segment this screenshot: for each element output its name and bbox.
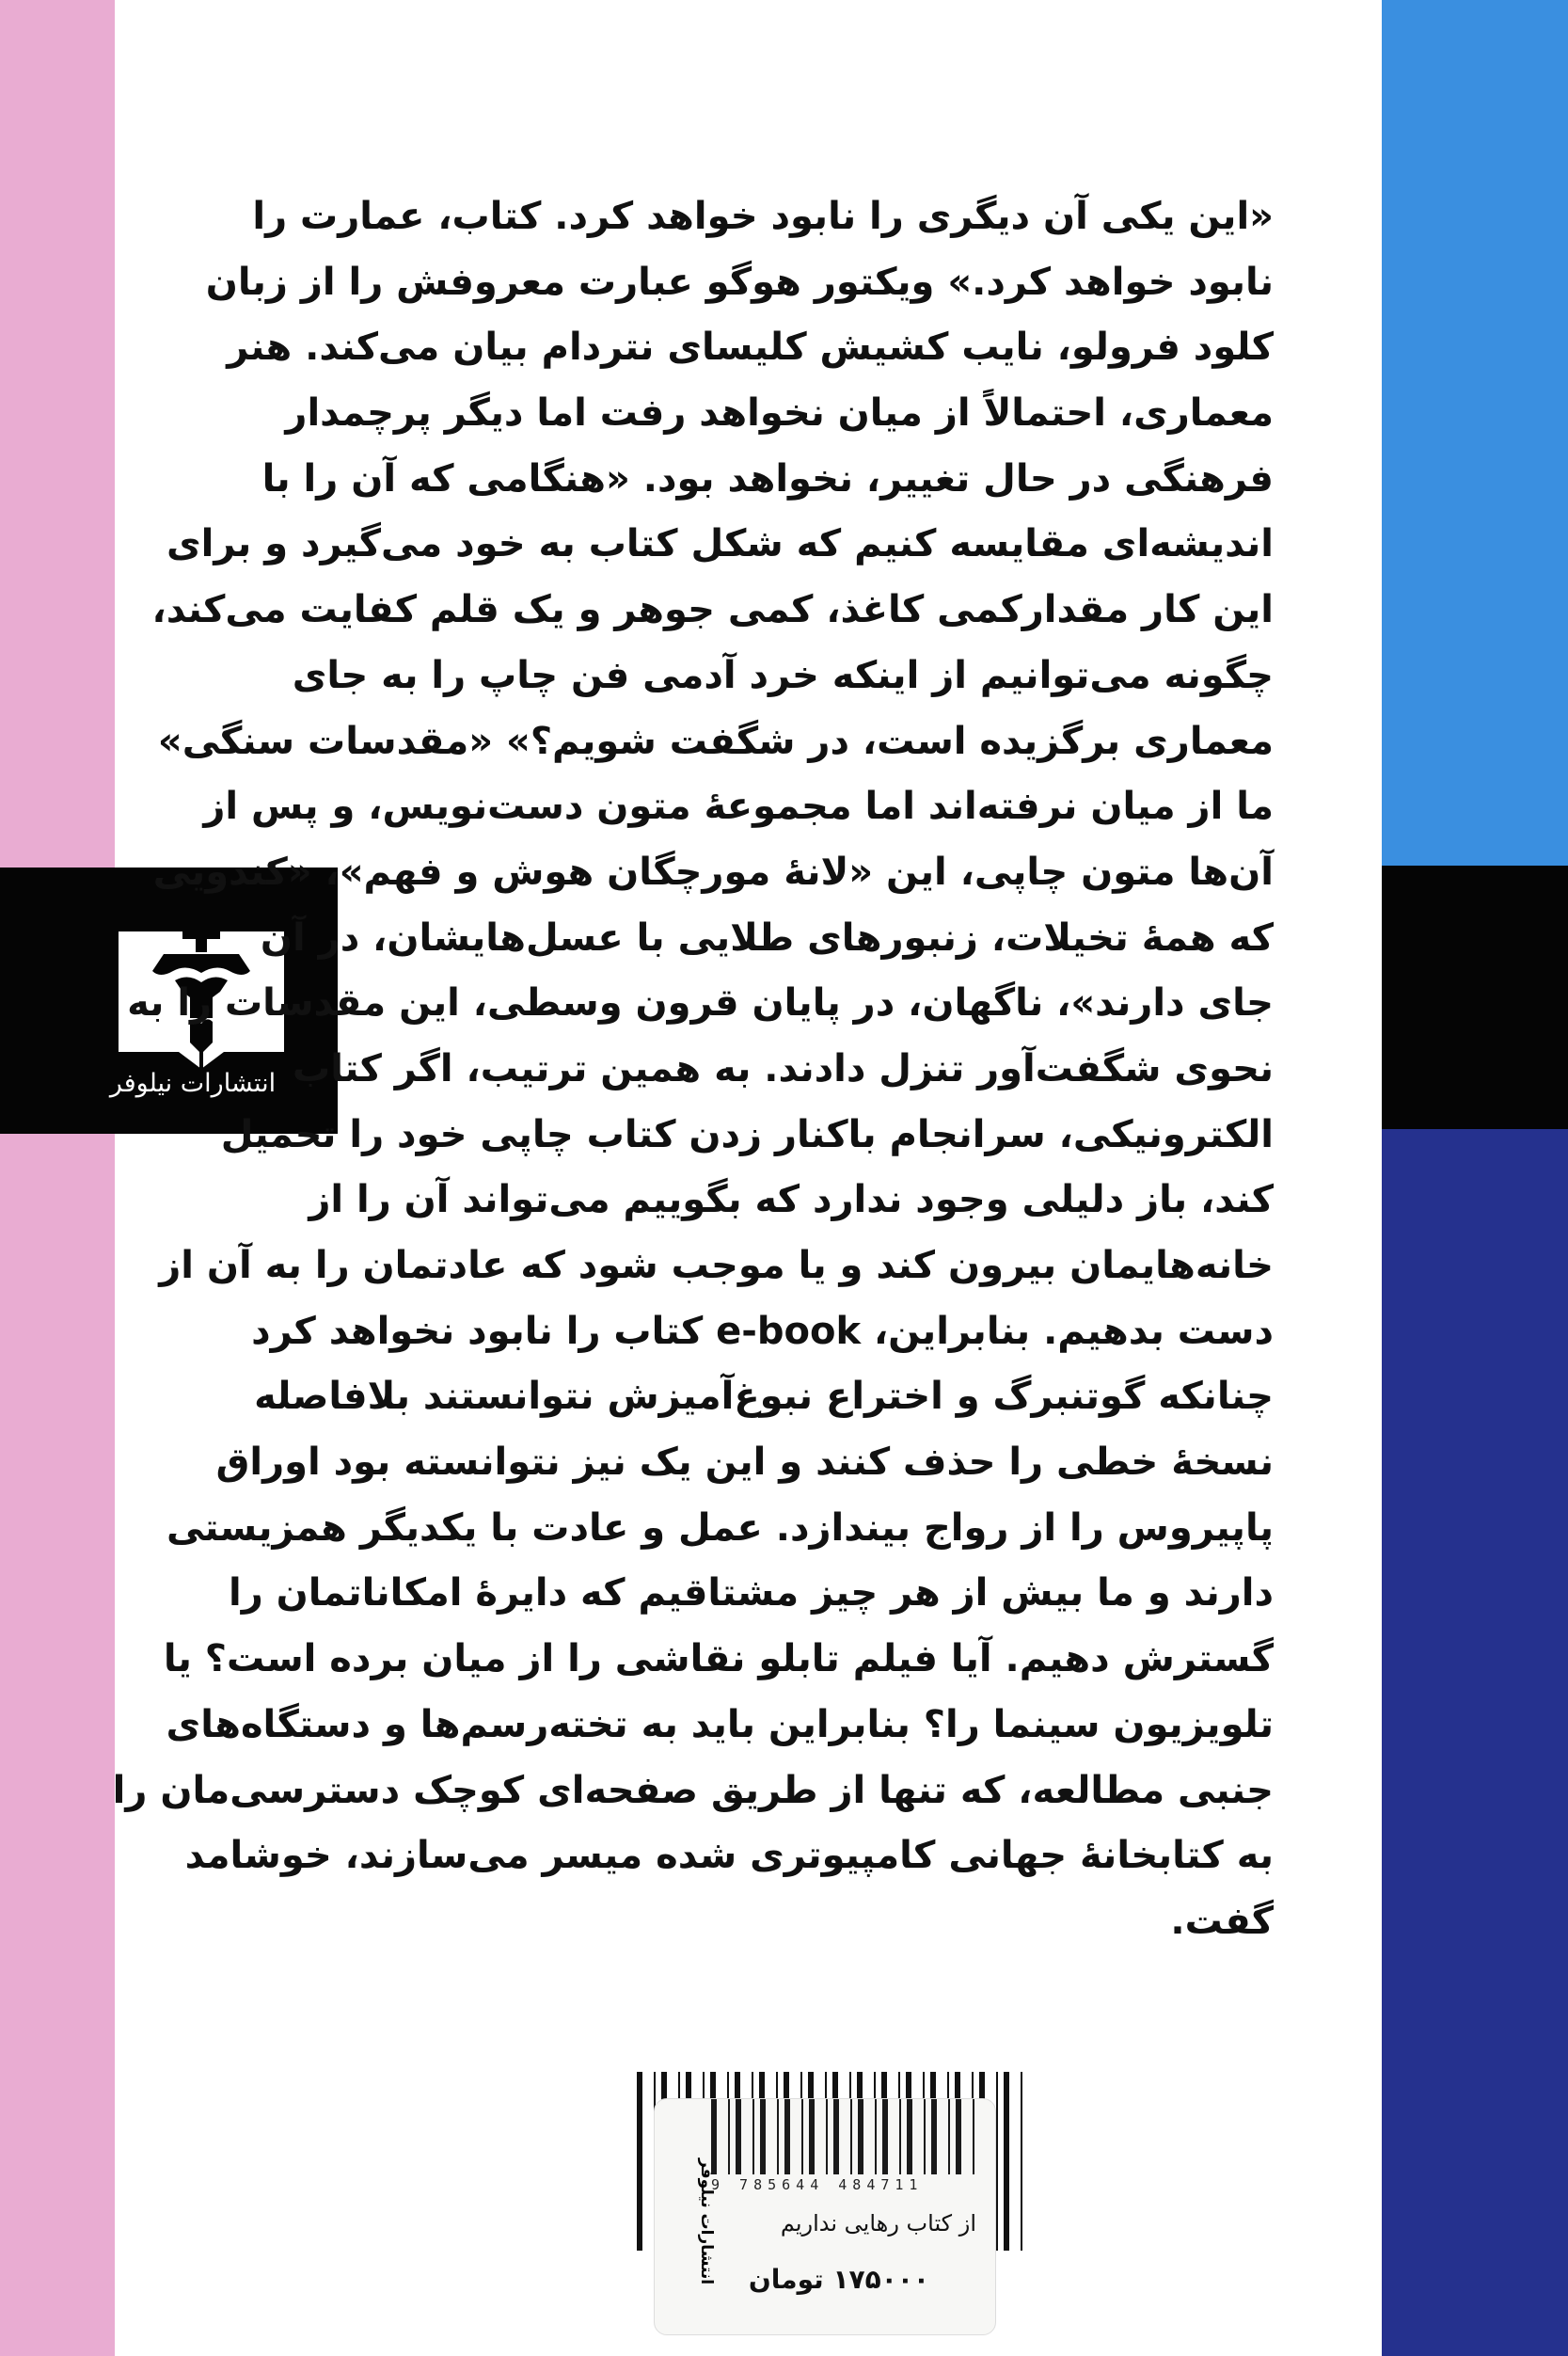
barcode-bar [907,2099,912,2174]
blurb-line: جنبی مطالعه، که تنها از طریق صفحه‌ای کوچک دسترسی‌مان را [112,1768,1274,1812]
navy-strip [1382,1129,1568,2356]
blurb-line: به کتابخانهٔ جهانی کامپیوتری شده میسر می‌سازند، خوشامد [184,1834,1274,1878]
blurb-line: «این یکی آن دیگری را نابود خواهد کرد. کتاب، عمارت را [252,195,1274,238]
blurb-line: آن‌ها متون چاپی، این «لانهٔ مورچگان هوش و فهم»، «کندویی [152,850,1274,894]
black-band [1382,866,1568,1129]
blurb-line: اندیشه‌ای مقایسه کنیم که شکل کتاب به خود می‌گیرد و برای [166,522,1274,566]
pink-spine-strip [0,0,115,2356]
blurb-line: معماری برگزیده است، در شگفت شویم؟» «مقدسات سنگی» [157,719,1274,763]
blurb-line: گسترش دهیم. آیا فیلم تابلو نقاشی را از میان برده است؟ یا [163,1637,1274,1681]
blurb-line: کلود فرولو، نایب کشیش کلیسای نتردام بیان می‌کند. هنر [227,326,1274,370]
barcode-bar [875,2099,877,2174]
blurb-line: الکترونیکی، سرانجام باکنار زدن کتاب چاپی خود را تحمیل [220,1112,1274,1156]
blue-strip [1382,0,1568,866]
blurb-line: معماری، احتمالاً از میان نخواهد رفت اما دیگر پرچمدار [285,391,1274,436]
barcode-bar [637,2072,642,2251]
barcode-bar [826,2099,828,2174]
publisher-name: انتشارات نیلوفر [109,1069,277,1098]
barcode-bar [1004,2072,1009,2251]
blurb-line: ما از میان نرفته‌اند اما مجموعهٔ متون دست‌نویس، و پس از [203,785,1274,829]
barcode-bar [1021,2072,1022,2251]
barcode-bar [809,2099,815,2174]
barcode-bar [899,2099,901,2174]
blurb-line: دست بدهیم. بنابراین، e-book کتاب را نابود نخواهد کرد [251,1309,1274,1353]
blurb-line: گفت. [1170,1899,1274,1943]
barcode-bar [850,2099,852,2174]
barcode-bar [801,2099,803,2174]
barcode-bar [924,2099,926,2174]
blurb-line: چنانکه گوتنبرگ و اختراع نبوغ‌آمیزش نتوانستند بلافاصله [254,1375,1274,1419]
barcode-bar [752,2099,754,2174]
blurb-line: جای دارند»، ناگهان، در پایان قرون وسطی، این مقدسات را به [127,981,1274,1026]
sticker-barcode [711,2099,993,2174]
price-sticker [654,2098,996,2335]
blurb-line: خانه‌هایمان بیرون کند و یا موجب شود که عادتمان را به آن از [159,1244,1274,1287]
barcode-bar [931,2099,937,2174]
blurb-line: پاپیروس را از رواج بیندازد. عمل و عادت با یکدیگر همزیستی [166,1505,1274,1550]
barcode-bar [956,2099,961,2174]
blurb-line: نسخهٔ خطی را حذف کنند و این یک نیز نتوانسته بود اوراق [215,1441,1274,1485]
price: ۱۷۵۰۰۰ تومان [748,2264,929,2295]
barcode-digits: 9 785644 484711 [711,2176,924,2193]
barcode-bar [882,2099,888,2174]
blurb-line: دارند و ما بیش از هر چیز مشتاقیم که دایرهٔ امکاناتمان را [228,1571,1274,1616]
barcode-bar [736,2099,741,2174]
blurb-line: فرهنگی در حال تغییر، نخواهد بود. «هنگامی که آن را با [261,456,1274,501]
barcode-bar [973,2099,974,2174]
blurb-line: تلویزیون سینما را؟ بنابراین باید به تخته‌رسم‌ها و دستگاه‌های [166,1702,1274,1746]
blurb-line: چگونه می‌توانیم از اینکه خرد آدمی فن چاپ را به جای [292,653,1274,697]
barcode-bar [784,2099,790,2174]
blurb-line: کند، باز دلیلی وجود ندارد که بگوییم می‌تواند آن را از [309,1178,1274,1222]
barcode-bar [996,2072,998,2251]
barcode-bar [858,2099,863,2174]
barcode-bar [948,2099,950,2174]
sticker-publisher: انتشارات نیلوفر [697,2157,717,2285]
barcode-bar [728,2099,730,2174]
blurb-line: نحوی شگفت‌آور تنزل دادند. به همین ترتیب، اگر کتاب [293,1046,1274,1090]
blurb-line: که همهٔ تخیلات، زنبورهای طلایی با عسل‌هایشان، در آن [260,915,1274,960]
book-title: از کتاب رهایی نداریم [780,2210,976,2237]
barcode-bar [833,2099,839,2174]
barcode-bar [760,2099,766,2174]
blurb-line: نابود خواهد کرد.» ویکتور هوگو عبارت معروفش را از زبان [205,260,1274,304]
blurb-line: این کار مقدارکمی کاغذ، کمی جوهر و یک قلم کفایت می‌کند، [151,588,1274,632]
barcode-bar [777,2099,779,2174]
